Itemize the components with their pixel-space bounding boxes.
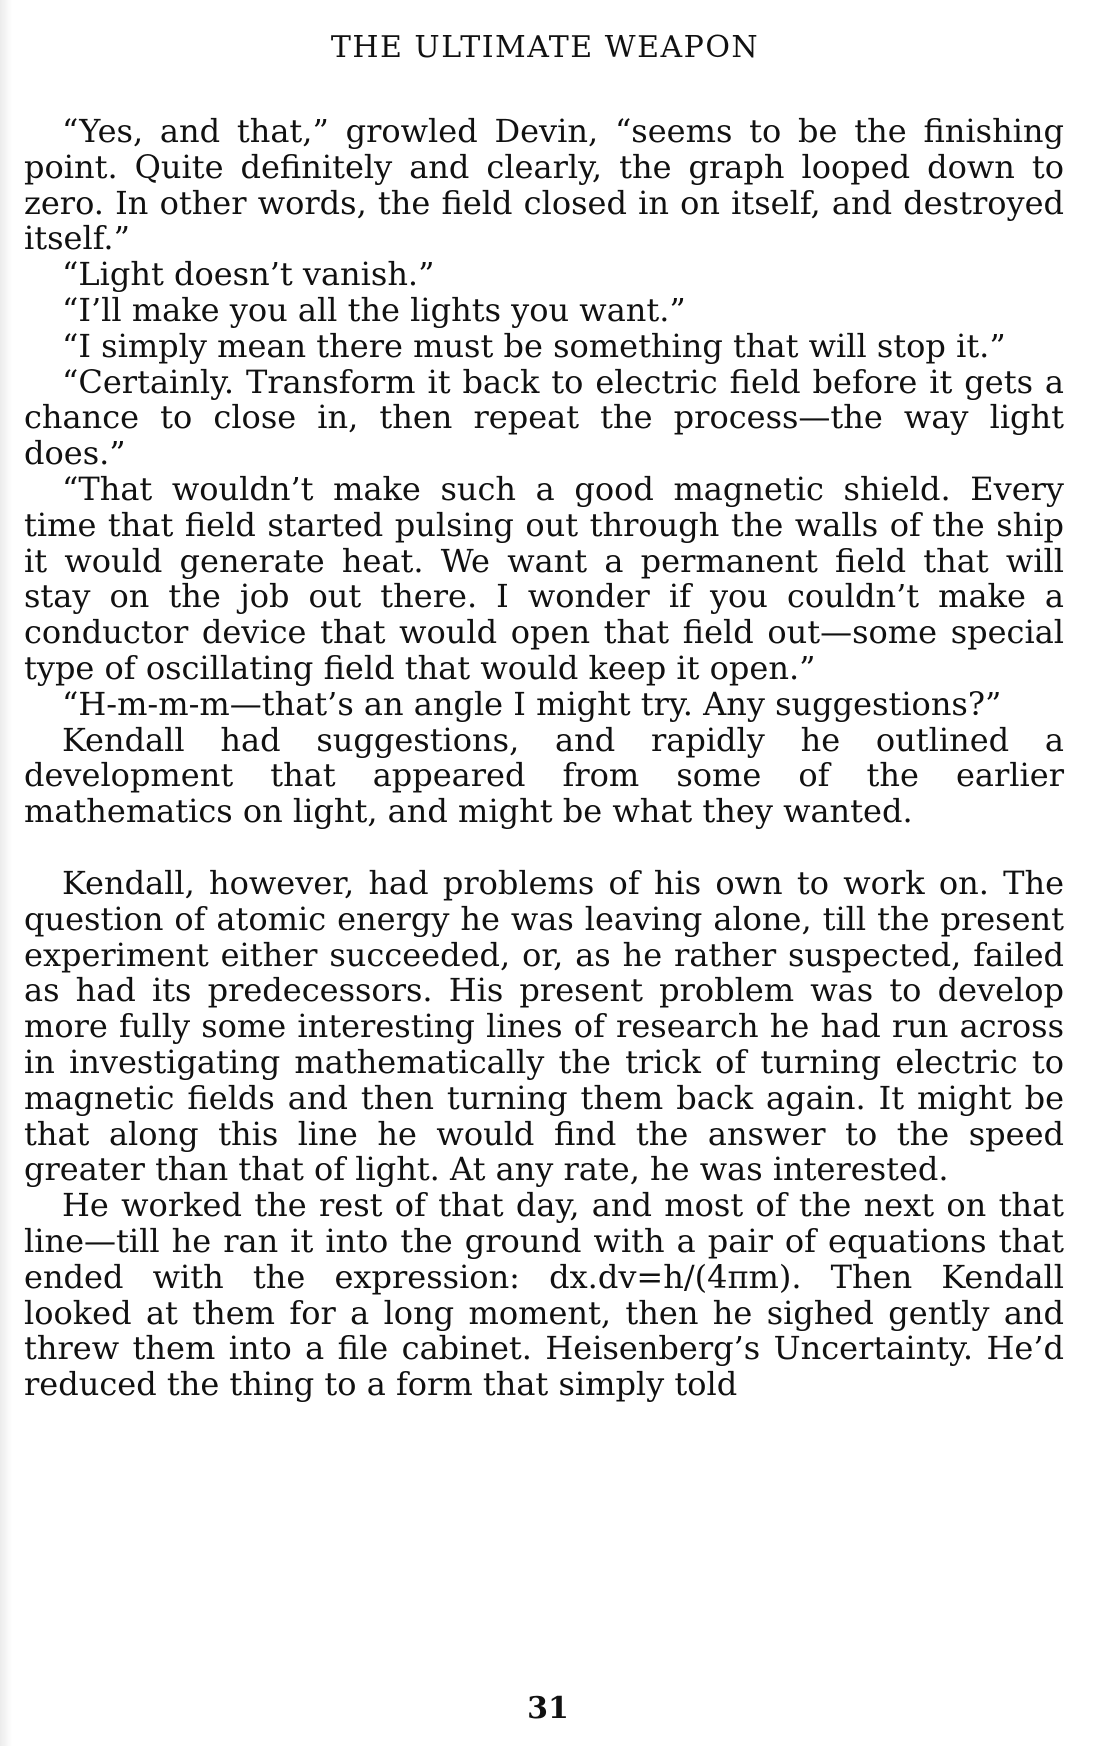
paragraph: “Light doesn’t vanish.” <box>62 255 435 294</box>
paragraph: “H-m-m-m—that’s an angle I might try. Any suggestions?” <box>62 684 1002 723</box>
page-number: 31 <box>527 1691 569 1726</box>
paragraph: Kendall had suggestions, and rapidly he outlined a development that appeared from some of the earlier mathematics on light, and might be what they wanted. <box>24 720 1064 831</box>
paragraph: “I simply mean there must be something that will stop it.” <box>62 326 1006 365</box>
body-text <box>24 114 1064 1403</box>
page-edge-shadow <box>0 0 12 1746</box>
paragraph: “That wouldn’t make such a good magnetic shield. Every time that field started pulsing out through the walls of the ship it would generate heat. We want a permanent field that will stay on the job out there. I wonder if you couldn’t make a conductor device that would open that field out—some special type of oscillating field that would keep it open.” <box>24 469 1064 687</box>
paragraph: “I’ll make you all the lights you want.” <box>62 290 686 329</box>
section-break <box>24 830 1064 866</box>
paragraph: “Yes, and that,” growled Devin, “seems to be the finishing point. Quite definitely and clearly, the graph looped down to zero. In other words, the field closed in on itself, and destroyed itself.” <box>24 112 1064 258</box>
paragraph: Kendall, however, had problems of his own to work on. The question of atomic energy he was leaving alone, till the present experiment either succeeded, or, as he rather suspected, failed as had its predecessors. His present problem was to develop more fully some interesting lines of research he had run across in investigating mathematically the trick of turning electric to magnetic fields and then turning them back again. It might be that along this line he would find the answer to the speed greater than that of light. At any rate, he was interested. <box>24 863 1064 1189</box>
paragraph: “Certainly. Transform it back to electric field before it gets a chance to close in, then repeat the process—the way light does.” <box>24 362 1064 473</box>
running-head: THE ULTIMATE WEAPON <box>330 30 760 65</box>
paragraph: He worked the rest of that day, and most of the next on that line—till he ran it into the ground with a pair of equations that ended with the expression: dx.dv=h/(4πm). Then Kendall looked at them for a long moment, then he sighed gently and threw them into a file cabinet. Heisenberg’s Uncertainty. He’d reduced the thing to a form that simply told <box>24 1186 1064 1404</box>
